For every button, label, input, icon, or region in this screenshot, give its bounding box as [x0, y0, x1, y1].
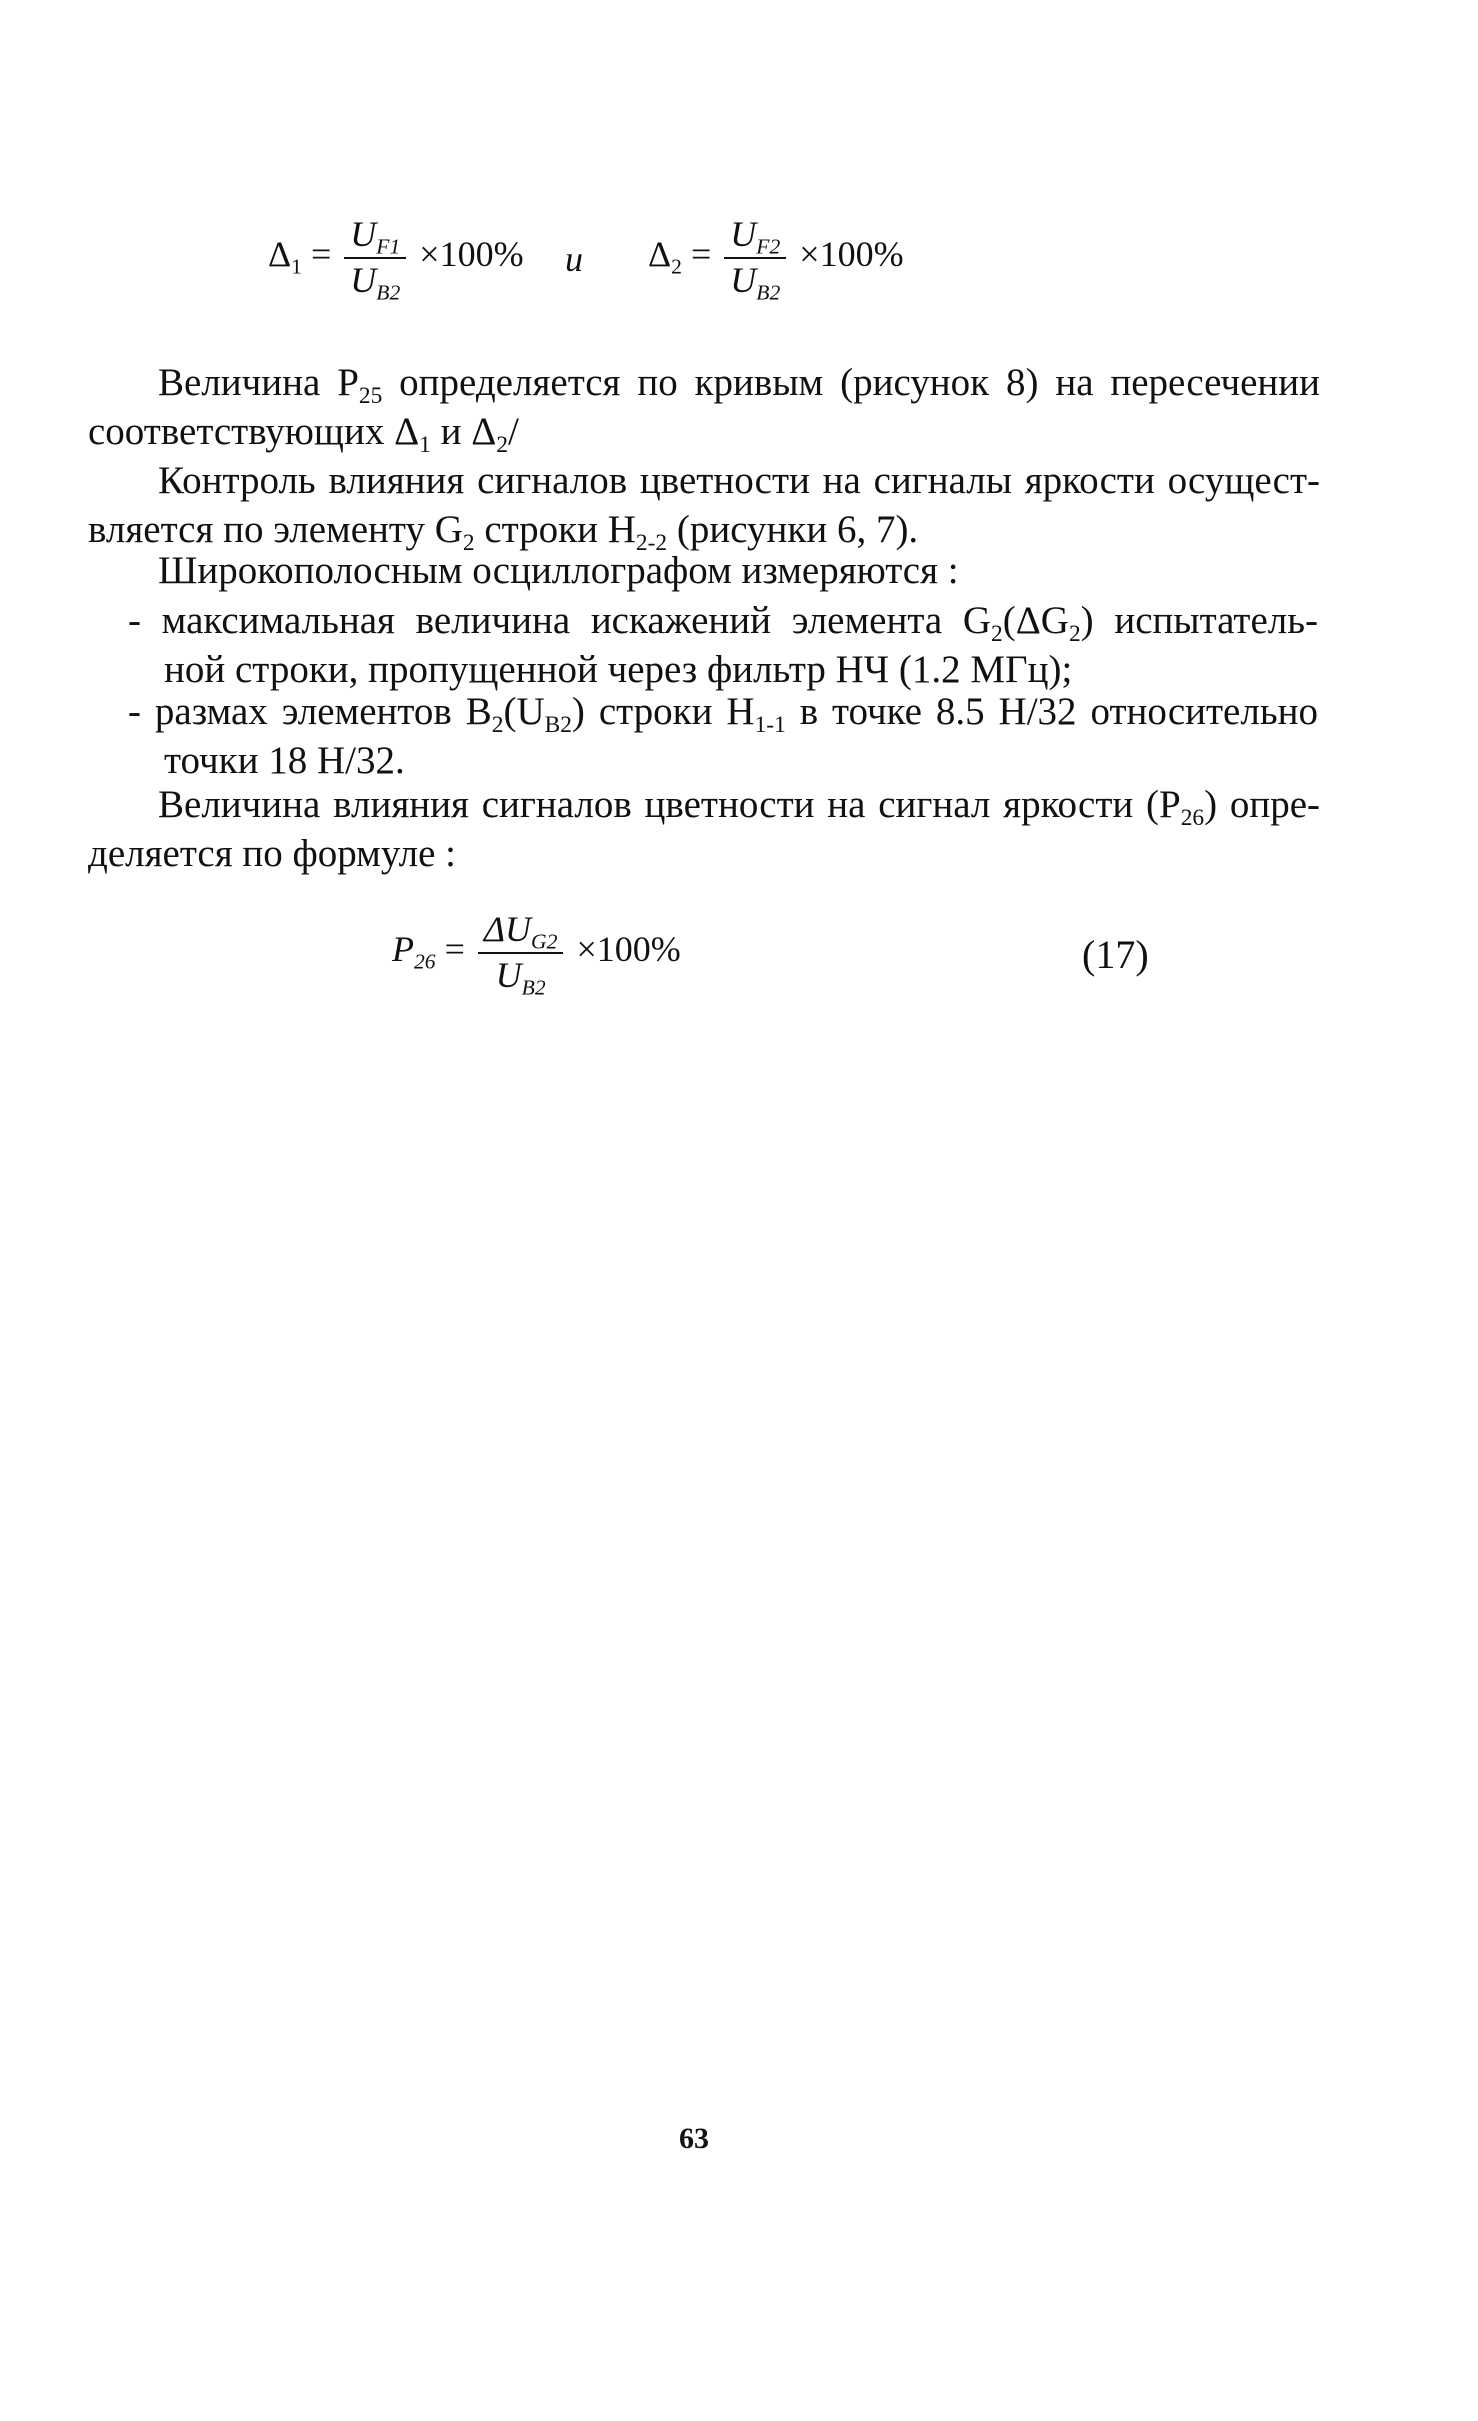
numerator-var: U — [730, 214, 757, 254]
denominator — [724, 259, 786, 305]
subscript: G2 — [531, 929, 558, 954]
equals-sign: = — [310, 233, 332, 274]
lhs-var: P — [392, 928, 414, 969]
text-run: - максимальная величина искажений элемента G — [128, 599, 992, 642]
subscript: B2 — [521, 975, 546, 1000]
paragraph-p26 — [88, 780, 1320, 878]
numerator-var: ΔU — [483, 909, 532, 949]
list-item-bullet2 — [128, 687, 1318, 785]
text-run: / — [508, 410, 519, 453]
times-percent: ×100% — [576, 928, 681, 969]
subscript: B2 — [544, 712, 572, 739]
times-percent: ×100% — [419, 233, 524, 274]
delta-symbol: Δ — [268, 233, 292, 274]
text-line — [88, 358, 1321, 410]
text-run: определяется по кривым (рисунок 8) на пересечении — [382, 361, 1321, 404]
text-run: строки H — [474, 508, 636, 551]
text-run: (U — [503, 690, 545, 733]
connector-text: и — [565, 239, 583, 279]
subscript: 2 — [991, 621, 1003, 648]
numerator — [344, 215, 406, 259]
numerator — [478, 910, 564, 954]
paragraph-measure — [88, 546, 1320, 595]
equation-number: (17) — [1082, 932, 1149, 977]
equals-sign: = — [444, 928, 465, 969]
text-run: ) строки H — [571, 690, 755, 733]
subscript: 25 — [358, 383, 383, 410]
formula-connector — [565, 238, 583, 280]
subscript: B2 — [756, 280, 781, 305]
text-run: (ΔG — [1002, 599, 1069, 642]
denominator — [344, 259, 406, 305]
times-percent: ×100% — [799, 233, 904, 274]
page-number: 63 — [679, 2122, 709, 2155]
text-line: Контроль влияния сигналов цветности на сигналы яркости осущест- — [158, 459, 1320, 502]
subscript: 1 — [419, 432, 431, 459]
subscript: 26 — [1180, 805, 1205, 832]
text-run: соответствующих Δ — [88, 410, 420, 453]
text-line — [88, 407, 1320, 459]
subscript: 1-1 — [754, 712, 786, 739]
denominator-var: U — [730, 259, 757, 300]
subscript: F1 — [376, 234, 401, 259]
subscript: 2-2 — [635, 530, 668, 557]
subscript: 2 — [671, 254, 682, 279]
numerator-var: U — [350, 214, 377, 254]
text-run: ) испытатель- — [1080, 599, 1318, 642]
list-item-bullet1 — [128, 596, 1318, 694]
denominator-var: U — [350, 259, 377, 300]
subscript: F2 — [756, 234, 781, 259]
text-run: - размах элементов B — [128, 690, 492, 733]
text-line: точки 18 H/32. — [164, 739, 405, 782]
paragraph-p25 — [88, 358, 1321, 459]
text-run: вляется по элементу G — [88, 508, 463, 551]
fraction — [478, 909, 564, 1000]
text-run: Величина Р — [158, 361, 359, 404]
equals-sign: = — [690, 233, 712, 274]
text-line: Широкополосным осциллографом измеряются : — [158, 549, 959, 592]
denominator-var: U — [495, 954, 522, 995]
text-line — [128, 687, 1318, 739]
text-run: (рисунки 6, 7). — [667, 508, 919, 551]
paragraph-control — [88, 456, 1320, 557]
subscript: 2 — [491, 712, 504, 739]
formula-delta1 — [268, 214, 524, 305]
formula-p26 — [392, 909, 681, 1000]
text-line — [128, 596, 1318, 648]
formula-delta2 — [648, 214, 904, 305]
text-run: ) опре- — [1204, 783, 1320, 826]
delta-symbol: Δ — [648, 233, 672, 274]
subscript: 1 — [291, 254, 302, 279]
denominator — [490, 954, 552, 1000]
text-run: в точке 8.5 H/32 относительно — [785, 690, 1318, 733]
subscript: 2 — [496, 432, 509, 459]
numerator — [724, 215, 786, 259]
text-run: Величина влияния сигналов цветности на сигнал яркости (P — [158, 783, 1181, 826]
subscript: 2 — [462, 530, 475, 557]
text-line — [88, 780, 1320, 832]
text-line: деляется по формуле : — [88, 832, 457, 875]
fraction — [344, 214, 406, 305]
subscript: B2 — [376, 280, 401, 305]
fraction — [724, 214, 786, 305]
text-line: ной строки, пропущенной через фильтр НЧ (1.2 МГц); — [164, 648, 1073, 691]
text-run: и Δ — [430, 410, 497, 453]
subscript: 2 — [1068, 621, 1081, 648]
subscript: 26 — [414, 949, 436, 974]
